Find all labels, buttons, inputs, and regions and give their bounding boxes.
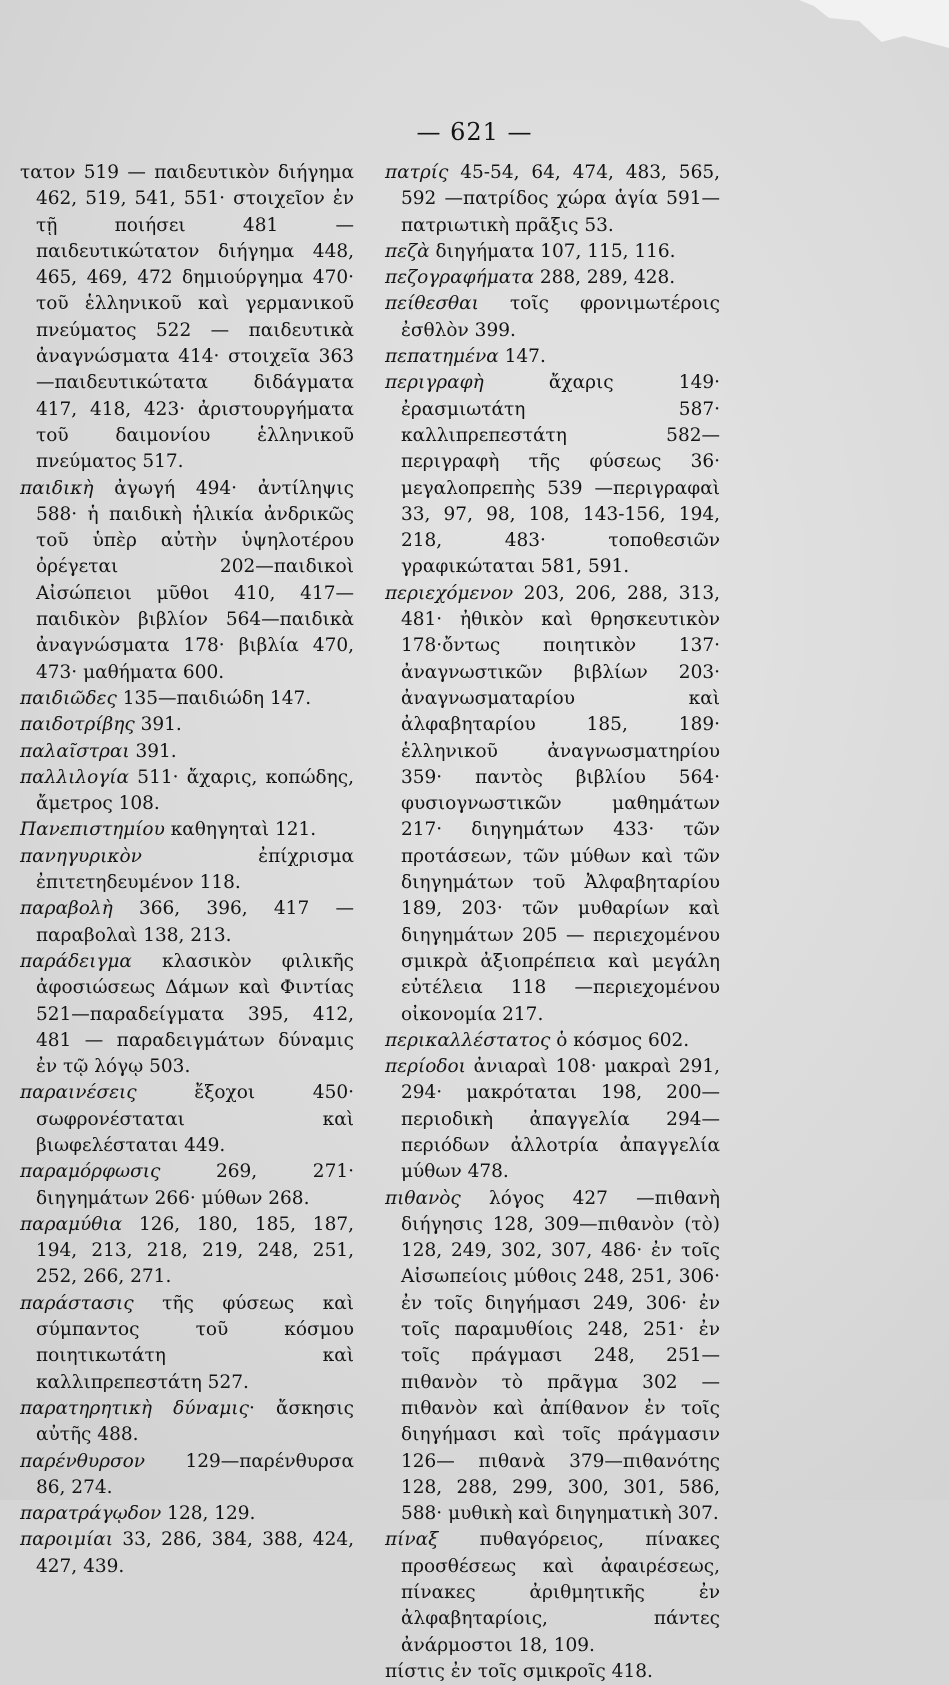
index-term: περιγραφὴ (385, 372, 484, 394)
index-term: παλλιλογία (20, 766, 130, 788)
index-term: παραινέσεις (20, 1082, 137, 1104)
index-references: ἐπίχρισμα ἐπιτετηδευμένον 118. (36, 845, 354, 894)
index-references: 129—παρένθυρσα 86, 274. (36, 1450, 354, 1498)
index-term: περιεχόμενον (385, 582, 514, 604)
index-entry (20, 765, 354, 818)
index-references: 45-54, 64, 474, 483, 565, 592 —πατρίδος χώρα ἁγία 591—πατριωτικὴ πρᾶξις 53. (401, 162, 720, 236)
index-entry (20, 1396, 354, 1449)
index-entry (385, 1659, 720, 1685)
index-references: · ἄσκησις αὐτῆς 488. (36, 1397, 354, 1446)
index-term: πεζὰ (385, 240, 430, 262)
index-references: 288, 289, 428. (533, 267, 676, 289)
index-entry (20, 1501, 354, 1527)
index-references: πίστις ἐν τοῖς σμικροῖς 418. (385, 1660, 653, 1682)
index-references: διηγήματα 107, 115, 116. (429, 240, 676, 262)
index-entry (20, 1080, 354, 1159)
index-entry (385, 1186, 720, 1528)
index-references: 269, 271· διηγημάτων 266· μύθων 268. (36, 1161, 354, 1209)
index-term: περίοδοι (385, 1056, 466, 1078)
index-references: τατον 519 — παιδευτικὸν διήγημα 462, 519, 541, 551· στοιχεῖον ἐν τῇ ποιήσει 481 — παιδευτικώτατον διήγημα 448, 465, 469, 472 δημιούργημα 470· τοῦ ἑλληνικοῦ καὶ γερμανικοῦ πνεύματος 522 — παιδευτικὰ ἀναγνώσματα 414· στοιχεῖα 363 —παιδευτικώτατα διδάγματα 417, 418, 423· ἀριστουργήματα τοῦ δαιμονίου ἑλληνικοῦ πνεύματος 517. (20, 162, 354, 473)
index-term: πατρίς (385, 162, 449, 183)
index-entry (20, 1449, 354, 1502)
index-references: 366, 396, 417 —παραβολαὶ 138, 213. (36, 898, 354, 946)
index-references: 33, 286, 384, 388, 424, 427, 439. (36, 1529, 354, 1577)
index-entry (20, 476, 354, 686)
index-entry (20, 712, 354, 738)
index-term: πεπατημένα (385, 346, 499, 368)
index-references: ἔξοχοι 450· σωφρονέσταται καὶ βιωφελέσταται 449. (36, 1082, 354, 1156)
index-term: παράστασις (20, 1292, 134, 1314)
page-number: — 621 — (416, 118, 533, 146)
index-term: παραβολὴ (20, 898, 113, 920)
index-entry (385, 265, 720, 291)
index-term: παραμύθια (20, 1213, 123, 1235)
index-entry (20, 1291, 354, 1396)
index-references: ἄχαρις 149· ἐρασμιωτάτη 587· καλλιπρεπεστάτη 582—περιγραφὴ τῆς φύσεως 36· μεγαλοπρεπὴς 539 —περιγραφαὶ 33, 97, 98, 108, 143-156, 194, 218, 483· τοποθεσιῶν γραφικώταται 581, 591. (401, 372, 720, 578)
index-references: 128, 129. (161, 1503, 256, 1525)
index-term: παροιμίαι (20, 1529, 113, 1551)
index-references: 126, 180, 185, 187, 194, 213, 218, 219, 248, 251, 252, 266, 271. (36, 1213, 354, 1288)
index-references: λόγος 427 —πιθανὴ διήγησις 128, 309—πιθανὸν (τὸ) 128, 249, 302, 307, 486· ἐν τοῖς Αἰσωπείοις μύθοις 248, 251, 306· ἐν τοῖς διηγήμασι 249, 306· ἐν τοῖς παραμυθίοις 248, 251· ἐν τοῖς πράγμασι 248, 251—πιθανὸν τὸ πρᾶγμα 302 —πιθανὸν καὶ ἀπίθανον ἐν τοῖς διηγήμασι καὶ τοῖς πράγμασιν 126— πιθανὰ 379—πιθανότης 128, 288, 299, 300, 301, 586, 588· μυθικὴ καὶ διηγηματικὴ 307. (401, 1187, 720, 1525)
index-term: πιθανὸς (385, 1187, 461, 1209)
index-entry (385, 239, 720, 265)
index-references: 203, 206, 288, 313, 481· ἠθικὸν καὶ θρησκευτικὸν 178·ὄντως ποιητικὸν 137· ἀναγνωστικῶν βιβλίων 203· ἀναγνωσματαρίου καὶ ἀλφαβηταρίου 185, 189· ἑλληνικοῦ ἀναγνωσματηρίου 359· παντὸς βιβλίου 564· φυσιογνωστικῶν μαθημάτων 217· διηγημάτων 433· τῶν προτάσεων, τῶν μύθων καὶ τῶν διηγημάτων τοῦ Ἀλφαβηταρίου 189, 203· τῶν μυθαρίων καὶ διηγημάτων 205 — περιεχομένου σμικρὰ ἀξιοπρέπεια καὶ μεγάλη εὐτέλεια 118 —περιεχομένου οἰκονομία 217. (401, 582, 720, 1025)
index-entry (20, 1212, 354, 1291)
index-entry (20, 817, 354, 843)
index-entry (20, 686, 354, 712)
index-entry (385, 344, 720, 370)
index-entry (385, 1028, 720, 1054)
index-references: 511· ἄχαρις, κοπώδης, ἄμετρος 108. (36, 766, 354, 815)
index-entry (20, 896, 354, 949)
index-term: παιδιῶδες (20, 687, 117, 709)
torn-corner (799, 0, 949, 60)
index-references: 391. (129, 740, 177, 762)
index-term: Πανεπιστημίου (20, 819, 165, 841)
index-term: παραμόρφωσις (20, 1161, 161, 1183)
index-references: τῆς φύσεως καὶ σύμπαντος τοῦ κόσμου ποιητικωτάτη καὶ καλλιπρεπεστάτη 527. (36, 1292, 354, 1393)
index-entry (385, 160, 720, 239)
index-entry (20, 844, 354, 897)
index-entry (20, 1159, 354, 1212)
index-entry (385, 581, 720, 1028)
index-entry (385, 1527, 720, 1658)
index-references: κλασικὸν φιλικῆς ἀφοσιώσεως Δάμων καὶ Φιντίας 521—παραδείγματα 395, 412, 481 — παραδειγμάτων δύναμις ἐν τῷ λόγῳ 503. (36, 950, 354, 1078)
index-references: ἀγωγή 494· ἀντίληψις 588· ἡ παιδικὴ ἡλικία ἀνδρικῶς τοῦ ὑπὲρ αὐτὴν ὑψηλοτέρου ὀρέγεται 202—παιδικοὶ Αἰσώπειοι μῦθοι 410, 417—παιδικὸν βιβλίον 564—παιδικὰ ἀναγνώσματα 178· βιβλία 470, 473· μαθήματα 600. (36, 477, 354, 683)
index-term: παιδικὴ (20, 477, 94, 499)
index-term: παρατράγῳδον (20, 1503, 162, 1525)
index-term: παρένθυρσον (20, 1450, 145, 1472)
index-term: περικαλλέστατος (385, 1029, 551, 1051)
left-index-column (20, 160, 354, 1580)
index-term: πείθεσθαι (385, 293, 479, 315)
index-references: 147. (498, 346, 546, 368)
index-term: πανηγυρικὸν (20, 845, 142, 867)
index-term: παιδοτρίβης (20, 714, 135, 736)
index-entry (385, 1054, 720, 1185)
right-index-column (385, 160, 720, 1685)
index-references: τοῖς φρονιμωτέροις ἐσθλὸν 399. (401, 293, 720, 341)
index-entry (20, 739, 354, 765)
index-references: πυθαγόρειος, πίνακες προσθέσεως καὶ ἀφαιρέσεως, πίνακες ἀριθμητικῆς ἐν ἀλφαβηταρίοις, πάντες ἀνάρμοστοι 18, 109. (401, 1529, 720, 1656)
index-references: ὁ κόσμος 602. (550, 1029, 690, 1051)
index-term: πεζογραφήματα (385, 267, 534, 289)
index-term: παράδειγμα (20, 950, 132, 972)
index-references: 135—παιδιώδη 147. (116, 687, 312, 709)
index-references: 391. (134, 714, 182, 736)
index-references: καθηγηταὶ 121. (164, 819, 317, 841)
index-entry (20, 1527, 354, 1580)
index-entry (20, 949, 354, 1080)
index-term: παρατηρητικὴ δύναμις (20, 1397, 249, 1419)
index-term: πίναξ (385, 1529, 439, 1551)
index-entry (20, 160, 354, 476)
index-term: παλαῖστραι (20, 740, 130, 762)
index-references: ἀνιαραὶ 108· μακραὶ 291, 294· μακρόταται 198, 200—περιοδικὴ ἀπαγγελία 294—περιόδων ἀλλοτρία ἀπαγγελία μύθων 478. (401, 1056, 720, 1183)
index-entry (385, 291, 720, 344)
index-entry (385, 370, 720, 580)
